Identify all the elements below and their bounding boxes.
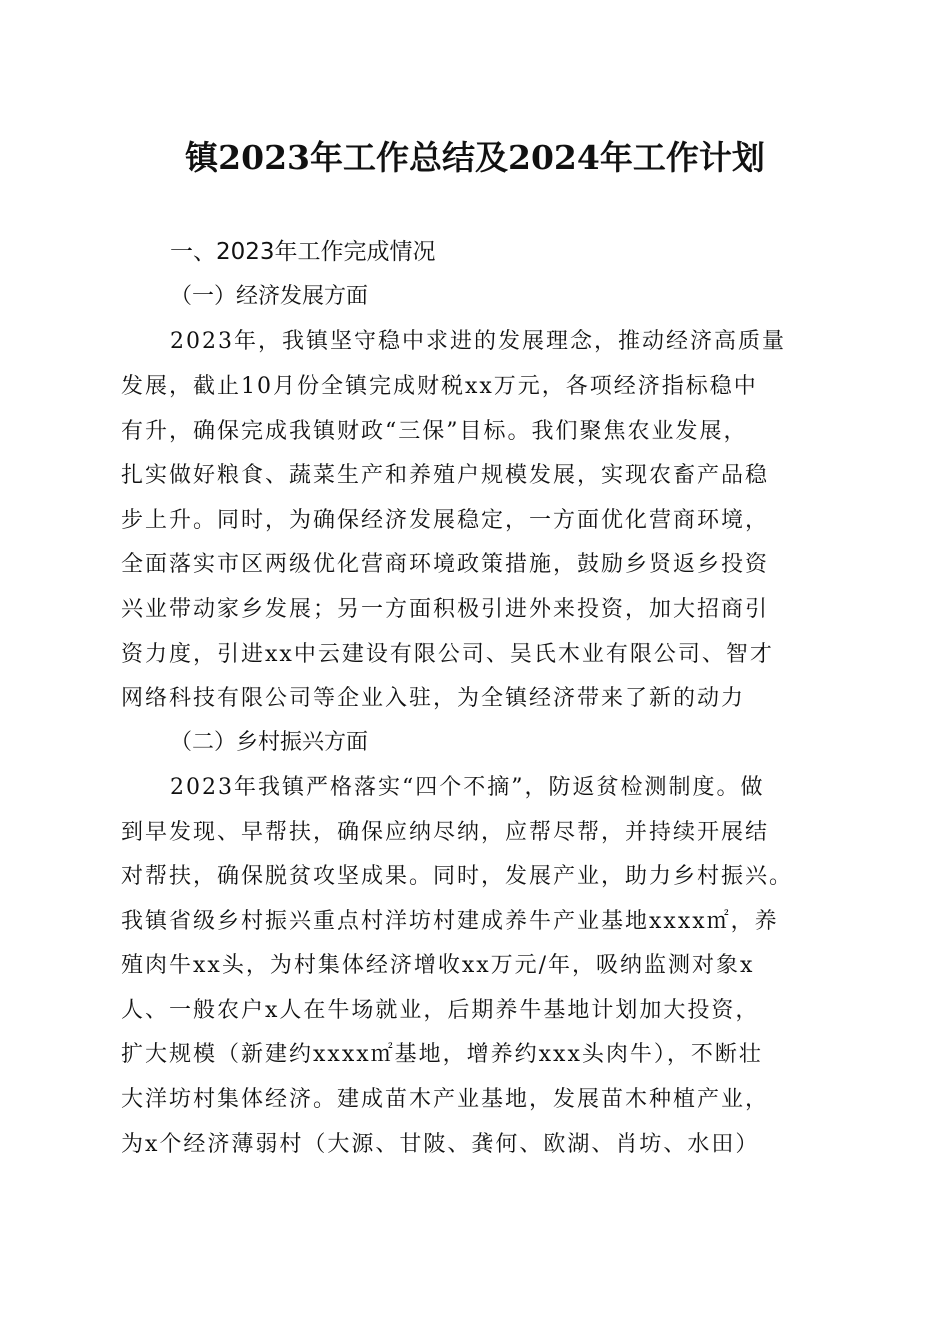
paragraph-line: 网络科技有限公司等企业入驻，为全镇经济带来了新的动力 xyxy=(121,686,746,711)
paragraph-line: 2023年，我镇坚守稳中求进的发展理念，推动经济高质量 xyxy=(170,329,786,354)
subsection-heading-economy: （一）经济发展方面 xyxy=(170,284,369,309)
paragraph-line: 殖肉牛xx头，为村集体经济增收xx万元/年，吸纳监测对象x xyxy=(121,953,755,978)
paragraph-line: 全面落实市区两级优化营商环境政策措施，鼓励乡贤返乡投资 xyxy=(121,552,770,577)
paragraph-line: 对帮扶，确保脱贫攻坚成果。同时，发展产业，助力乡村振兴。 xyxy=(121,864,794,889)
paragraph-line: 人、一般农户x人在牛场就业，后期养牛基地计划加大投资， xyxy=(121,998,760,1023)
paragraph-line: 2023年我镇严格落实“四个不摘”，防返贫检测制度。做 xyxy=(170,775,765,800)
paragraph-line: 到早发现、早帮扶，确保应纳尽纳，应帮尽帮，并持续开展结 xyxy=(121,820,770,845)
paragraph-line: 大洋坊村集体经济。建成苗木产业基地，发展苗木种植产业， xyxy=(121,1087,770,1112)
paragraph-line: 兴业带动家乡发展；另一方面积极引进外来投资，加大招商引 xyxy=(121,597,770,622)
paragraph-line: 扩大规模（新建约xxxx㎡基地，增养约xxx头肉牛），不断壮 xyxy=(121,1042,763,1067)
paragraph-line: 我镇省级乡村振兴重点村洋坊村建成养牛产业基地xxxx㎡，养 xyxy=(121,909,779,934)
paragraph-line: 为x个经济薄弱村（大源、甘陂、龚何、欧湖、肖坊、水田） xyxy=(121,1132,760,1157)
document-title: 镇2023年工作总结及2024年工作计划 xyxy=(185,138,765,177)
subsection-heading-rural: （二）乡村振兴方面 xyxy=(170,730,369,755)
paragraph-line: 资力度，引进xx中云建设有限公司、吴氏木业有限公司、智才 xyxy=(121,642,774,667)
paragraph-line: 扎实做好粮食、蔬菜生产和养殖户规模发展，实现农畜产品稳 xyxy=(121,463,770,488)
paragraph-line: 有升，确保完成我镇财政“三保”目标。我们聚焦农业发展， xyxy=(121,419,748,444)
paragraph-line: 步上升。同时，为确保经济发展稳定，一方面优化营商环境， xyxy=(121,508,770,533)
section-heading-1: 一、2023年工作完成情况 xyxy=(170,239,436,265)
paragraph-line: 发展，截止10月份全镇完成财税xx万元，各项经济指标稳中 xyxy=(121,374,758,399)
